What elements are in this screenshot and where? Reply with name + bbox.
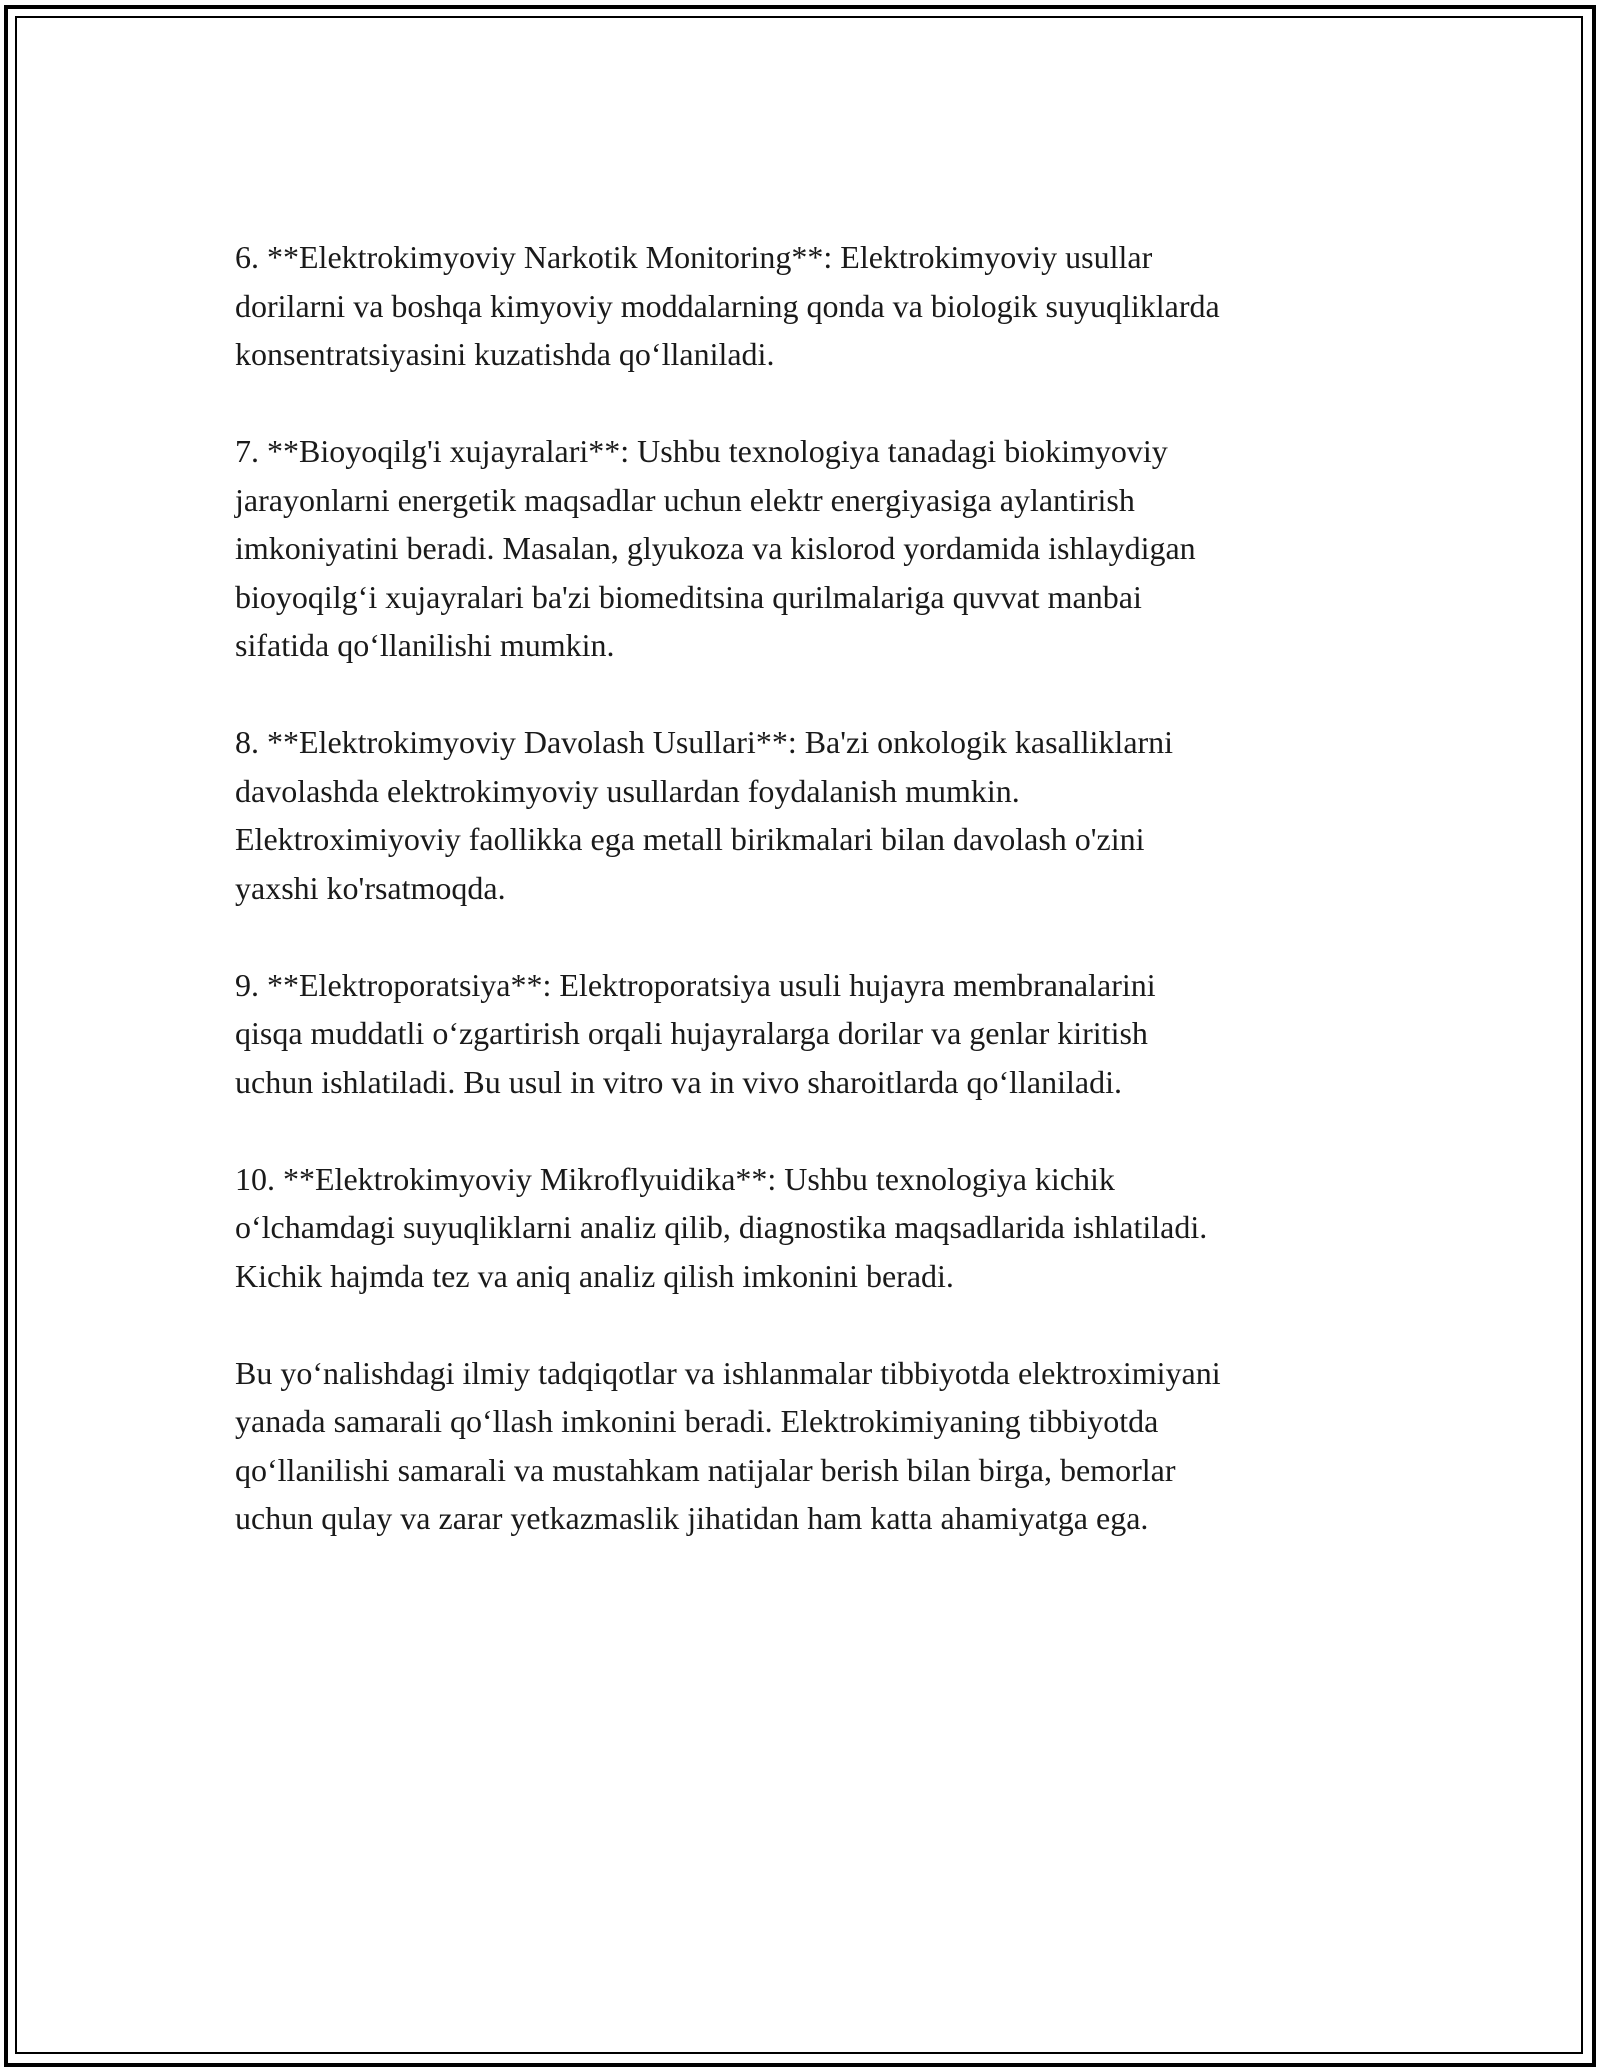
paragraph-line: qisqa muddatli o‘zgartirish orqali hujayralarga dorilar va genlar kiritish <box>235 1015 1148 1051</box>
paragraph-conclusion <box>235 1349 1395 1543</box>
paragraph-line: uchun qulay va zarar yetkazmaslik jihatidan ham katta ahamiyatga ega. <box>235 1500 1149 1536</box>
paragraph-line: konsentratsiyasini kuzatishda qo‘llaniladi. <box>235 336 775 372</box>
paragraph-line: 6. **Elektrokimyoviy Narkotik Monitoring**: Elektrokimyoviy usullar <box>235 239 1153 275</box>
paragraph-line: sifatida qo‘llanilishi mumkin. <box>235 627 615 663</box>
paragraph-line: jarayonlarni energetik maqsadlar uchun elektr energiyasiga aylantirish <box>235 481 1135 518</box>
paragraph-line: qo‘llanilishi samarali va mustahkam natijalar berish bilan birga, bemorlar <box>235 1451 1176 1488</box>
paragraph-line: 7. **Bioyoqilg'i xujayralari**: Ushbu texnologiya tanadagi biokimyoviy <box>235 433 1168 469</box>
paragraph-line: dorilarni va boshqa kimyoviy moddalarning qonda va biologik suyuqliklarda <box>235 287 1220 324</box>
paragraph-9 <box>235 961 1395 1107</box>
paragraph-6 <box>235 233 1395 379</box>
paragraph-line: yaxshi ko'rsatmoqda. <box>235 869 506 906</box>
paragraph-line: bioyoqilg‘i xujayralari ba'zi biomeditsina qurilmalariga quvvat manbai <box>235 578 1142 615</box>
document-body <box>235 233 1395 1591</box>
paragraph-line: 9. **Elektroporatsiya**: Elektroporatsiya usuli hujayra membranalarini <box>235 966 1156 1003</box>
paragraph-line: imkoniyatini beradi. Masalan, glyukoza va kislorod yordamida ishlaydigan <box>235 530 1196 566</box>
paragraph-8 <box>235 718 1395 912</box>
paragraph-line: uchun ishlatiladi. Bu usul in vitro va in vivo sharoitlarda qo‘llaniladi. <box>235 1063 1122 1100</box>
paragraph-line: davolashda elektrokimyoviy usullardan foydalanish mumkin. <box>235 772 1020 809</box>
paragraph-line: 10. **Elektrokimyoviy Mikroflyuidika**: Ushbu texnologiya kichik <box>235 1160 1115 1197</box>
paragraph-line: Bu yo‘nalishdagi ilmiy tadqiqotlar va ishlanmalar tibbiyotda elektroximiyani <box>235 1354 1221 1391</box>
paragraph-7 <box>235 427 1395 670</box>
paragraph-line: Kichik hajmda tez va aniq analiz qilish imkonini beradi. <box>235 1257 954 1294</box>
paragraph-10 <box>235 1155 1395 1301</box>
paragraph-line: Elektroximiyoviy faollikka ega metall birikmalari bilan davolash o'zini <box>235 821 1145 857</box>
paragraph-line: yanada samarali qo‘llash imkonini beradi. Elektrokimiyaning tibbiyotda <box>235 1403 1159 1439</box>
paragraph-line: o‘lchamdagi suyuqliklarni analiz qilib, diagnostika maqsadlarida ishlatiladi. <box>235 1209 1208 1245</box>
paragraph-line: 8. **Elektrokimyoviy Davolash Usullari**: Ba'zi onkologik kasalliklarni <box>235 724 1174 760</box>
